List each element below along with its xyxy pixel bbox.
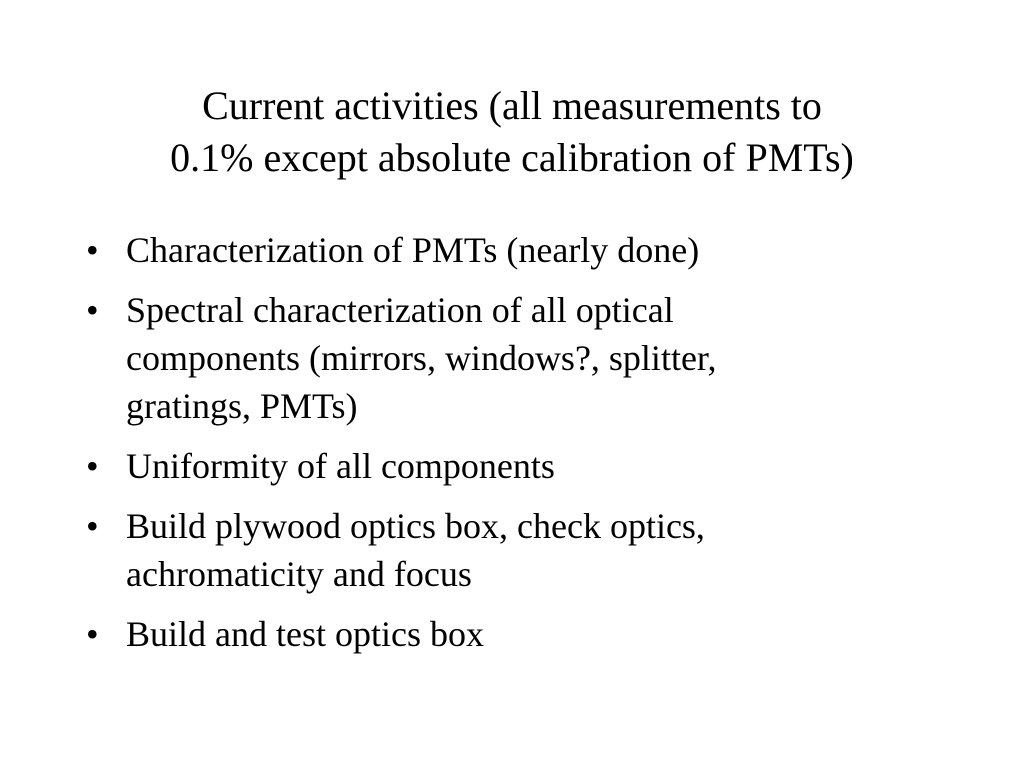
slide-title-line: 0.1% except absolute calibration of PMTs) [170,135,854,180]
bullet-text-line: Spectral characterization of all optical [126,290,674,330]
bullet-item-uniformity [86,442,966,490]
bullet-icon: • [86,506,99,546]
bullet-item-build-test-box [86,610,966,658]
bullet-text-line: Build plywood optics box, check optics, [126,506,705,546]
bullet-icon: • [86,446,99,486]
bullet-text-line: components (mirrors, windows?, splitter, [126,338,717,378]
bullet-list [86,226,966,670]
bullet-item-spectral-characterization [86,286,966,430]
bullet-icon: • [86,614,99,654]
slide-title [60,80,964,184]
bullet-text-line: gratings, PMTs) [126,386,358,426]
bullet-icon: • [86,290,99,330]
bullet-text-line: Characterization of PMTs (nearly done) [126,230,700,270]
bullet-text-line: achromaticity and focus [126,554,472,594]
bullet-text-line: Uniformity of all components [126,446,555,486]
bullet-item-pmt-characterization [86,226,966,274]
bullet-text-line: Build and test optics box [126,614,484,654]
bullet-item-plywood-box [86,502,966,598]
bullet-icon: • [86,230,99,270]
slide-title-line: Current activities (all measurements to [202,83,822,128]
